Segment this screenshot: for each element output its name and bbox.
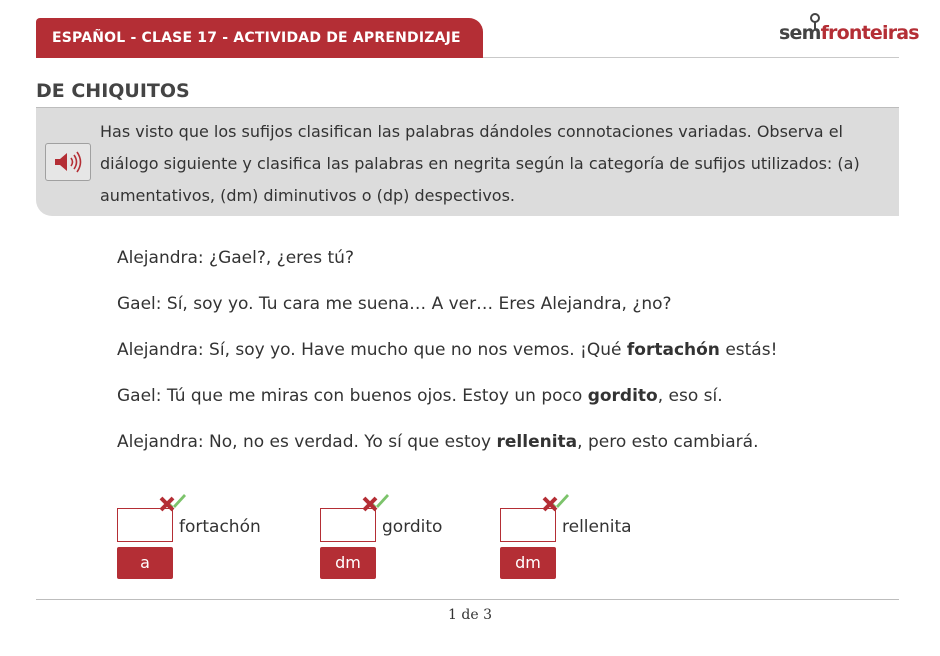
highlighted-word: gordito xyxy=(587,386,658,406)
header-divider xyxy=(483,57,899,58)
dialogue-text: , pero esto cambiará. xyxy=(577,432,759,452)
dialogue-line xyxy=(117,291,897,337)
dialogue-line xyxy=(117,383,897,429)
dialogue-text: Gael: Tú que me miras con buenos ojos. Estoy un poco xyxy=(117,386,588,406)
page-title: DE CHIQUITOS xyxy=(36,80,190,102)
dialogue-text: estás! xyxy=(719,340,778,360)
dialogue xyxy=(117,245,897,475)
dialogue-line xyxy=(117,245,897,291)
answer-chip[interactable]: a xyxy=(117,547,173,579)
speaker-icon xyxy=(52,150,84,174)
answer-word: fortachón xyxy=(179,517,261,537)
answer-chip[interactable]: dm xyxy=(320,547,376,579)
footer-divider xyxy=(36,599,899,600)
check-icon xyxy=(376,494,389,508)
dialogue-text: Alejandra: No, no es verdad. Yo sí que estoy xyxy=(117,432,497,452)
page-indicator: 1 de 3 xyxy=(448,607,492,623)
audio-button[interactable] xyxy=(45,143,91,181)
dialogue-text: Alejandra: Sí, soy yo. Have mucho que no nos vemos. ¡Qué xyxy=(117,340,627,360)
dialogue-line xyxy=(117,337,897,383)
dialogue-line xyxy=(117,429,897,475)
instruction-text: Has visto que los sufijos clasifican las palabras dándoles connotaciones variadas. Observa el diálogo siguiente y clasifica las palabras en negrita según la categoría de sufijos utilizados: (a) aumentativos, (dm) diminutivos o (dp) despectivos. xyxy=(100,122,860,205)
cross-icon xyxy=(544,498,556,510)
logo xyxy=(779,22,919,44)
dialogue-text: , eso sí. xyxy=(657,386,723,406)
highlighted-word: fortachón xyxy=(626,340,720,360)
logo-suffix: fronteiras xyxy=(820,22,919,44)
check-icon xyxy=(556,494,569,508)
activity-banner: ESPAÑOL - CLASE 17 - ACTIVIDAD DE APRENDIZAJE xyxy=(36,18,483,58)
feedback-icons xyxy=(360,490,408,520)
check-icon xyxy=(173,494,186,508)
cross-icon xyxy=(364,498,376,510)
logo-prefix: sem xyxy=(779,22,821,44)
answer-word: rellenita xyxy=(562,517,632,537)
highlighted-word: rellenita xyxy=(496,432,578,452)
answer-chip[interactable]: dm xyxy=(500,547,556,579)
dialogue-text: Gael: Sí, soy yo. Tu cara me suena… A ver… Eres Alejandra, ¿no? xyxy=(117,294,672,314)
dialogue-text: Alejandra: ¿Gael?, ¿eres tú? xyxy=(117,248,354,268)
answer-word: gordito xyxy=(382,517,443,537)
feedback-icons xyxy=(540,490,588,520)
feedback-icons xyxy=(157,490,205,520)
cross-icon xyxy=(161,498,173,510)
